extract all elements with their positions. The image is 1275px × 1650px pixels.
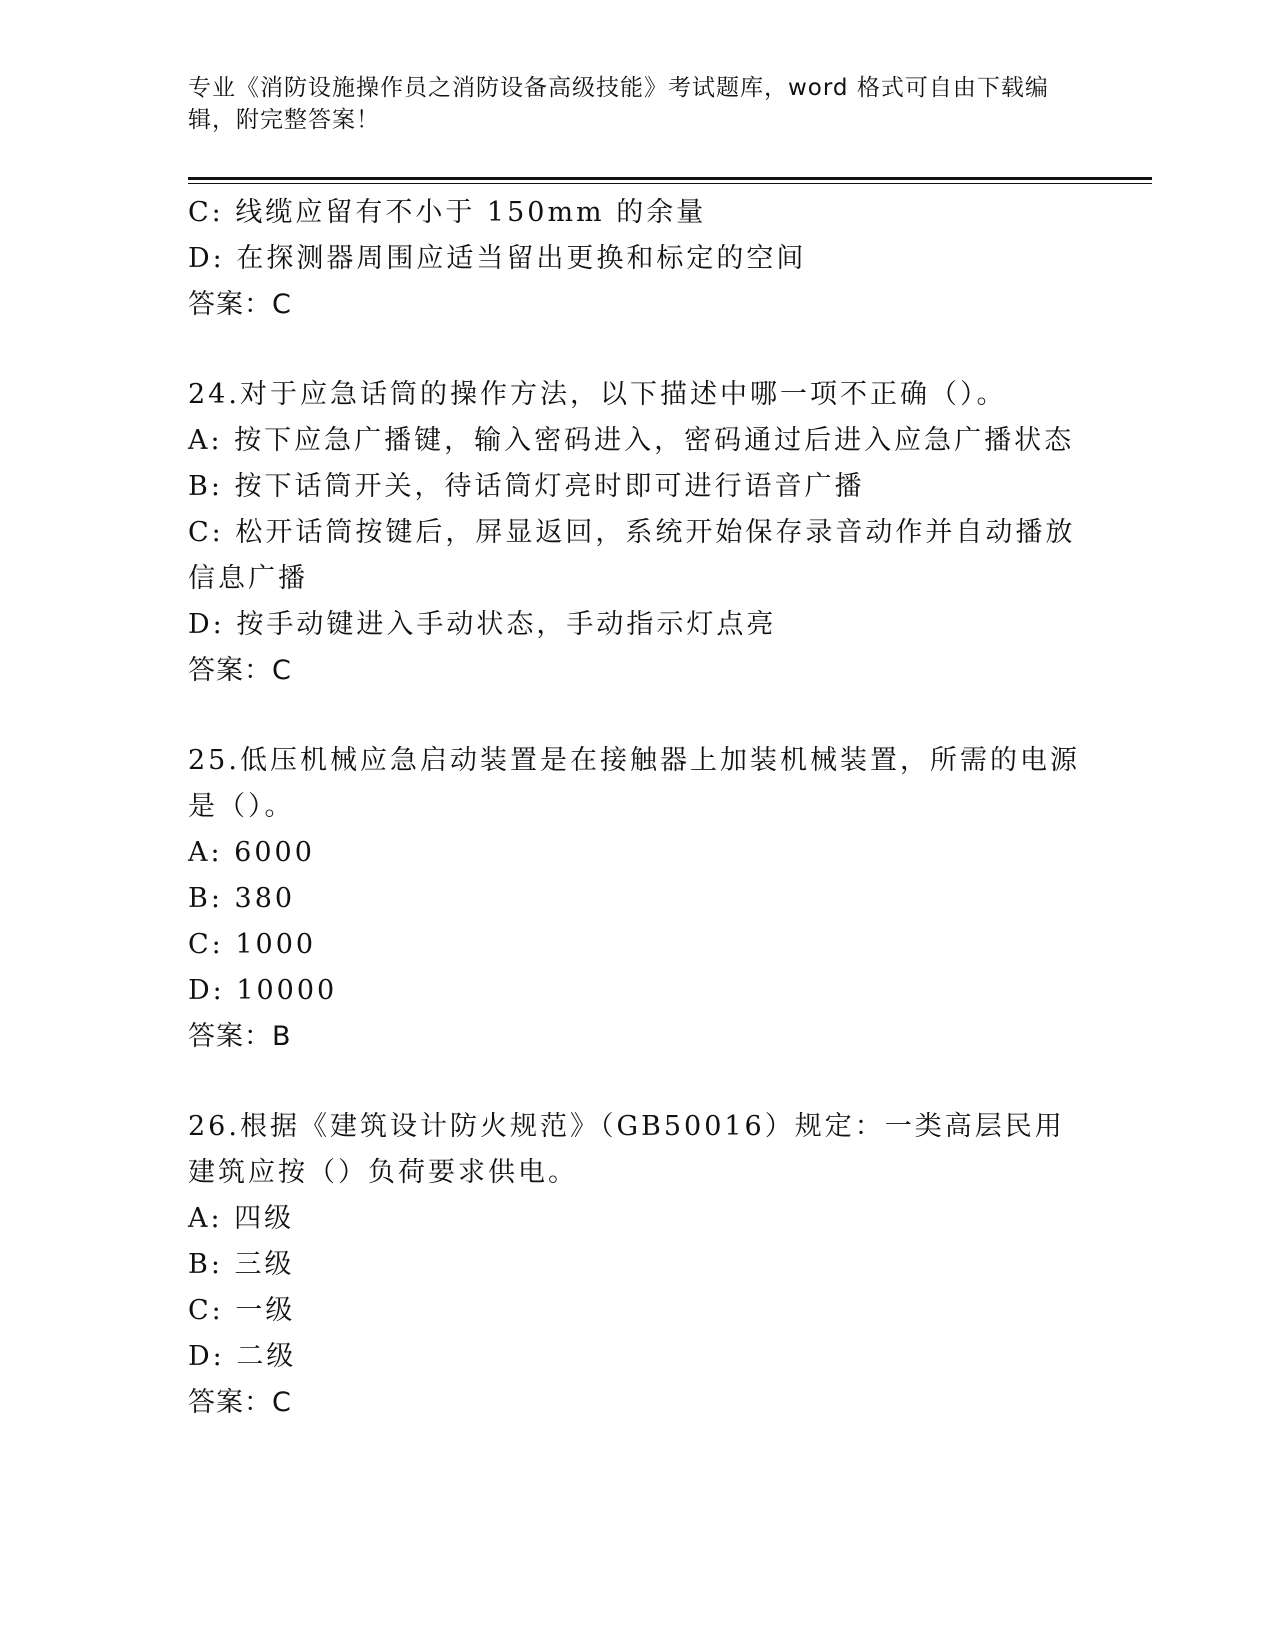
answer: 答案：C: [188, 655, 292, 686]
option-c: C: 线缆应留有不小于 150mm 的余量: [188, 197, 707, 228]
option-d: D: 10000: [188, 975, 338, 1006]
question-list: [188, 190, 1088, 1470]
question-stem: 25.低压机械应急启动装置是在接触器上加装机械装置，所需的电源是（）。: [188, 745, 1080, 822]
page-header: 专业《消防设施操作员之消防设备高级技能》考试题库，word 格式可自由下载编辑，附完整答案！: [188, 75, 1049, 133]
option-c: C: 松开话筒按键后，屏显返回，系统开始保存录音动作并自动播放信息广播: [188, 517, 1076, 594]
option-b: B: 380: [188, 883, 296, 914]
answer: 答案：C: [188, 289, 292, 320]
question-block-24: [188, 372, 1088, 694]
header-divider-thick: [188, 177, 1152, 180]
answer: 答案：C: [188, 1387, 292, 1418]
option-c: C: 一级: [188, 1295, 296, 1326]
option-b: B: 按下话筒开关，待话筒灯亮时即可进行语音广播: [188, 471, 865, 502]
option-a: A: 按下应急广播键，输入密码进入，密码通过后进入应急广播状态: [188, 425, 1075, 456]
option-a: A: 6000: [188, 837, 315, 868]
question-stem: 26.根据《建筑设计防火规范》（GB50016）规定：一类高层民用建筑应按（）负荷要求供电。: [188, 1111, 1065, 1188]
question-stem: 24.对于应急话筒的操作方法，以下描述中哪一项不正确（）。: [188, 379, 1007, 410]
option-d: D: 按手动键进入手动状态，手动指示灯点亮: [188, 609, 777, 640]
question-block-continued: [188, 190, 1088, 328]
option-c: C: 1000: [188, 929, 317, 960]
option-a: A: 四级: [188, 1203, 295, 1234]
question-block-26: [188, 1104, 1088, 1426]
header-divider-thin: [188, 183, 1152, 184]
answer: 答案：B: [188, 1021, 292, 1052]
option-b: B: 三级: [188, 1249, 295, 1280]
question-block-25: [188, 738, 1088, 1060]
option-d: D: 在探测器周围应适当留出更换和标定的空间: [188, 243, 807, 274]
option-d: D: 二级: [188, 1341, 297, 1372]
